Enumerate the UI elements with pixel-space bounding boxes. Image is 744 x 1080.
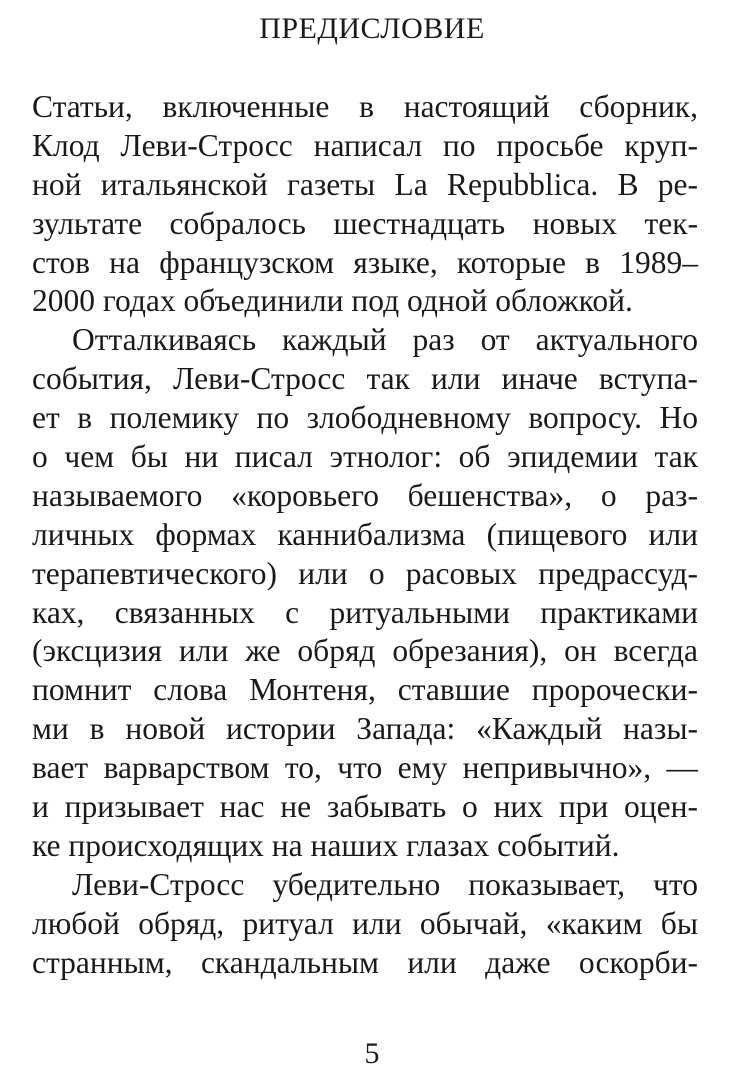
text-line: ной итальянской газеты La Repubblica. В ре-: [32, 166, 698, 202]
text-line: странным, скандальным или даже оскорби-: [32, 944, 698, 980]
text-line: ке происходящих на наших глазах событий.: [32, 827, 620, 863]
text-line: и призывает нас не забывать о них при оцен-: [32, 789, 698, 825]
text-line: называемого «коровьего бешенства», о раз-: [32, 477, 698, 513]
text-line: помнит слова Монтеня, ставшие пророчески-: [32, 672, 698, 708]
text-line: 2000 годах объединили под одной обложкой.: [32, 283, 633, 319]
text-line: Клод Леви-Стросс написал по просьбе круп-: [32, 127, 698, 163]
text-line: вает варварством то, что ему непривычно», —: [32, 750, 698, 786]
text-line: личных формах каннибализма (пищевого или: [32, 516, 698, 552]
text-line: любой обряд, ритуал или обычай, «каким бы: [32, 905, 698, 941]
text-line: события, Леви-Стросс так или иначе вступа-: [32, 361, 698, 397]
text-line: о чем бы ни писал этнолог: об эпидемии так: [32, 439, 698, 475]
chapter-title: ПРЕДИСЛОВИЕ: [259, 12, 485, 45]
text-line: Отталкиваясь каждый раз от актуального: [72, 322, 698, 358]
body-text: [32, 88, 698, 982]
text-line: терапевтического) или о расовых предрассуд-: [32, 555, 698, 591]
text-line: ми в новой истории Запада: «Каждый назы-: [32, 711, 698, 747]
text-line: стов на французском языке, которые в 1989–: [32, 244, 698, 280]
text-line: Леви-Стросс убедительно показывает, что: [72, 866, 698, 902]
text-line: ет в полемику по злободневному вопросу. Но: [32, 400, 698, 436]
text-line: (эксцизия или же обряд обрезания), он всегда: [32, 633, 698, 669]
text-line: Статьи, включенные в настоящий сборник,: [32, 89, 698, 124]
text-line: зультате собралось шестнадцать новых тек-: [32, 205, 698, 241]
text-line: ках, связанных с ритуальными практиками: [32, 594, 698, 630]
page-number: 5: [364, 1037, 380, 1070]
